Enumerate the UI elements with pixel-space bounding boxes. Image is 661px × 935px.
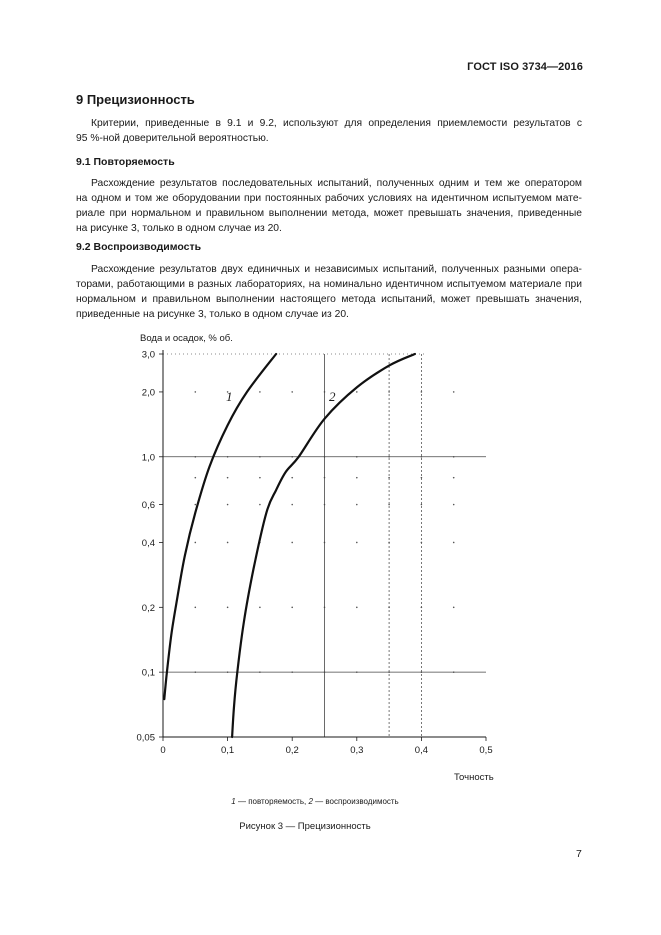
grid-dot — [291, 542, 293, 544]
x-tick-label: 0,5 — [479, 745, 493, 756]
y-axis-label: Вода и осадок, % об. — [140, 333, 233, 344]
curve-label-1: 1 — [226, 389, 233, 404]
grid-dot — [356, 607, 358, 609]
x-tick-label: 0,3 — [350, 745, 364, 756]
grid-dot — [453, 607, 455, 609]
chart-series — [164, 354, 415, 737]
grid-dot — [259, 504, 261, 506]
y-tick-label: 1,0 — [141, 452, 155, 464]
repeatability-line: на одном и том же оборудовании при постоянных рабочих условиях на идентичном испытуемом мате- — [76, 193, 582, 204]
grid-dot — [356, 504, 358, 506]
grid-dot — [195, 542, 197, 544]
repeatability-line: на рисунке 3, только в одном случае из 20. — [76, 223, 282, 234]
series-line-1 — [164, 354, 276, 699]
grid-dot — [291, 607, 293, 609]
grid-dot — [453, 504, 455, 506]
grid-dot — [195, 607, 197, 609]
grid-dot — [227, 477, 229, 479]
figure-legend: 1 — повторяемость, 2 — воспроизводимость — [231, 797, 399, 806]
grid-dot — [227, 607, 229, 609]
page-number: 7 — [576, 848, 582, 860]
grid-dot — [195, 504, 197, 506]
grid-dot — [259, 477, 261, 479]
grid-dot — [356, 477, 358, 479]
reproducibility-line: торами, работающими в разных лабораториях, на номинально идентичном испытуемом материале при — [76, 279, 582, 290]
intro-line: 95 %-ной доверительной вероятностью. — [76, 133, 269, 144]
y-tick-label: 0,2 — [141, 602, 155, 614]
y-tick-label: 0,05 — [136, 732, 155, 744]
y-tick-label: 0,1 — [141, 667, 155, 679]
legend-text-1: повторяемость, — [248, 797, 307, 806]
grid-dot — [356, 542, 358, 544]
chart-grid — [163, 354, 486, 737]
legend-text-2: воспроизводимость — [325, 797, 399, 806]
figure-caption: Рисунок 3 — Прецизионность — [239, 821, 371, 832]
x-axis-label: Точность — [454, 772, 494, 783]
grid-dot — [259, 607, 261, 609]
chart-ticks — [137, 350, 493, 757]
grid-dot — [227, 542, 229, 544]
intro-line: Критерии, приведенные в 9.1 и 9.2, используют для определения приемлемости результатов с — [91, 118, 582, 129]
grid-dot — [453, 477, 455, 479]
y-tick-label: 3,0 — [141, 349, 155, 361]
repeatability-line: риале при нормальном и правильном выполнении метода, может превышать значения, приведенные — [76, 208, 582, 219]
grid-dot — [195, 477, 197, 479]
grid-dot — [453, 391, 455, 393]
reproducibility-line: нормальном и правильном выполнении настоящего метода испытаний, может превышать значения, — [76, 294, 582, 305]
legend-num-2: 2 — [308, 797, 313, 806]
grid-dot — [356, 391, 358, 393]
grid-dot — [227, 504, 229, 506]
y-tick-label: 0,6 — [141, 500, 155, 512]
x-tick-label: 0,2 — [285, 745, 299, 756]
x-tick-label: 0,4 — [414, 745, 429, 756]
curve-label-2: 2 — [329, 389, 336, 404]
y-tick-label: 2,0 — [141, 387, 155, 399]
subsection-title-reproducibility: 9.2 Воспроизводимость — [76, 241, 202, 253]
document-header: ГОСТ ISO 3734—2016 — [467, 61, 583, 73]
repeatability-line: Расхождение результатов последовательных испытаний, полученных одним и тем же оператором — [91, 178, 582, 189]
series-line-2 — [232, 354, 415, 737]
grid-dot — [291, 504, 293, 506]
y-tick-label: 0,4 — [141, 537, 155, 549]
grid-dot — [291, 391, 293, 393]
grid-dot — [453, 542, 455, 544]
legend-num-1: 1 — [231, 797, 236, 806]
subsection-title-repeatability: 9.1 Повторяемость — [76, 156, 175, 168]
section-title: 9 Прецизионность — [76, 92, 195, 107]
x-tick-label: 0,1 — [220, 745, 235, 756]
grid-dot — [195, 391, 197, 393]
grid-dot — [259, 391, 261, 393]
x-tick-label: 0 — [160, 745, 166, 756]
reproducibility-line: Расхождение результатов двух единичных и независимых испытаний, полученных разными опера- — [91, 264, 582, 275]
grid-dot — [291, 477, 293, 479]
reproducibility-line: приведенные на рисунке 3, только в одном случае из 20. — [76, 309, 349, 320]
